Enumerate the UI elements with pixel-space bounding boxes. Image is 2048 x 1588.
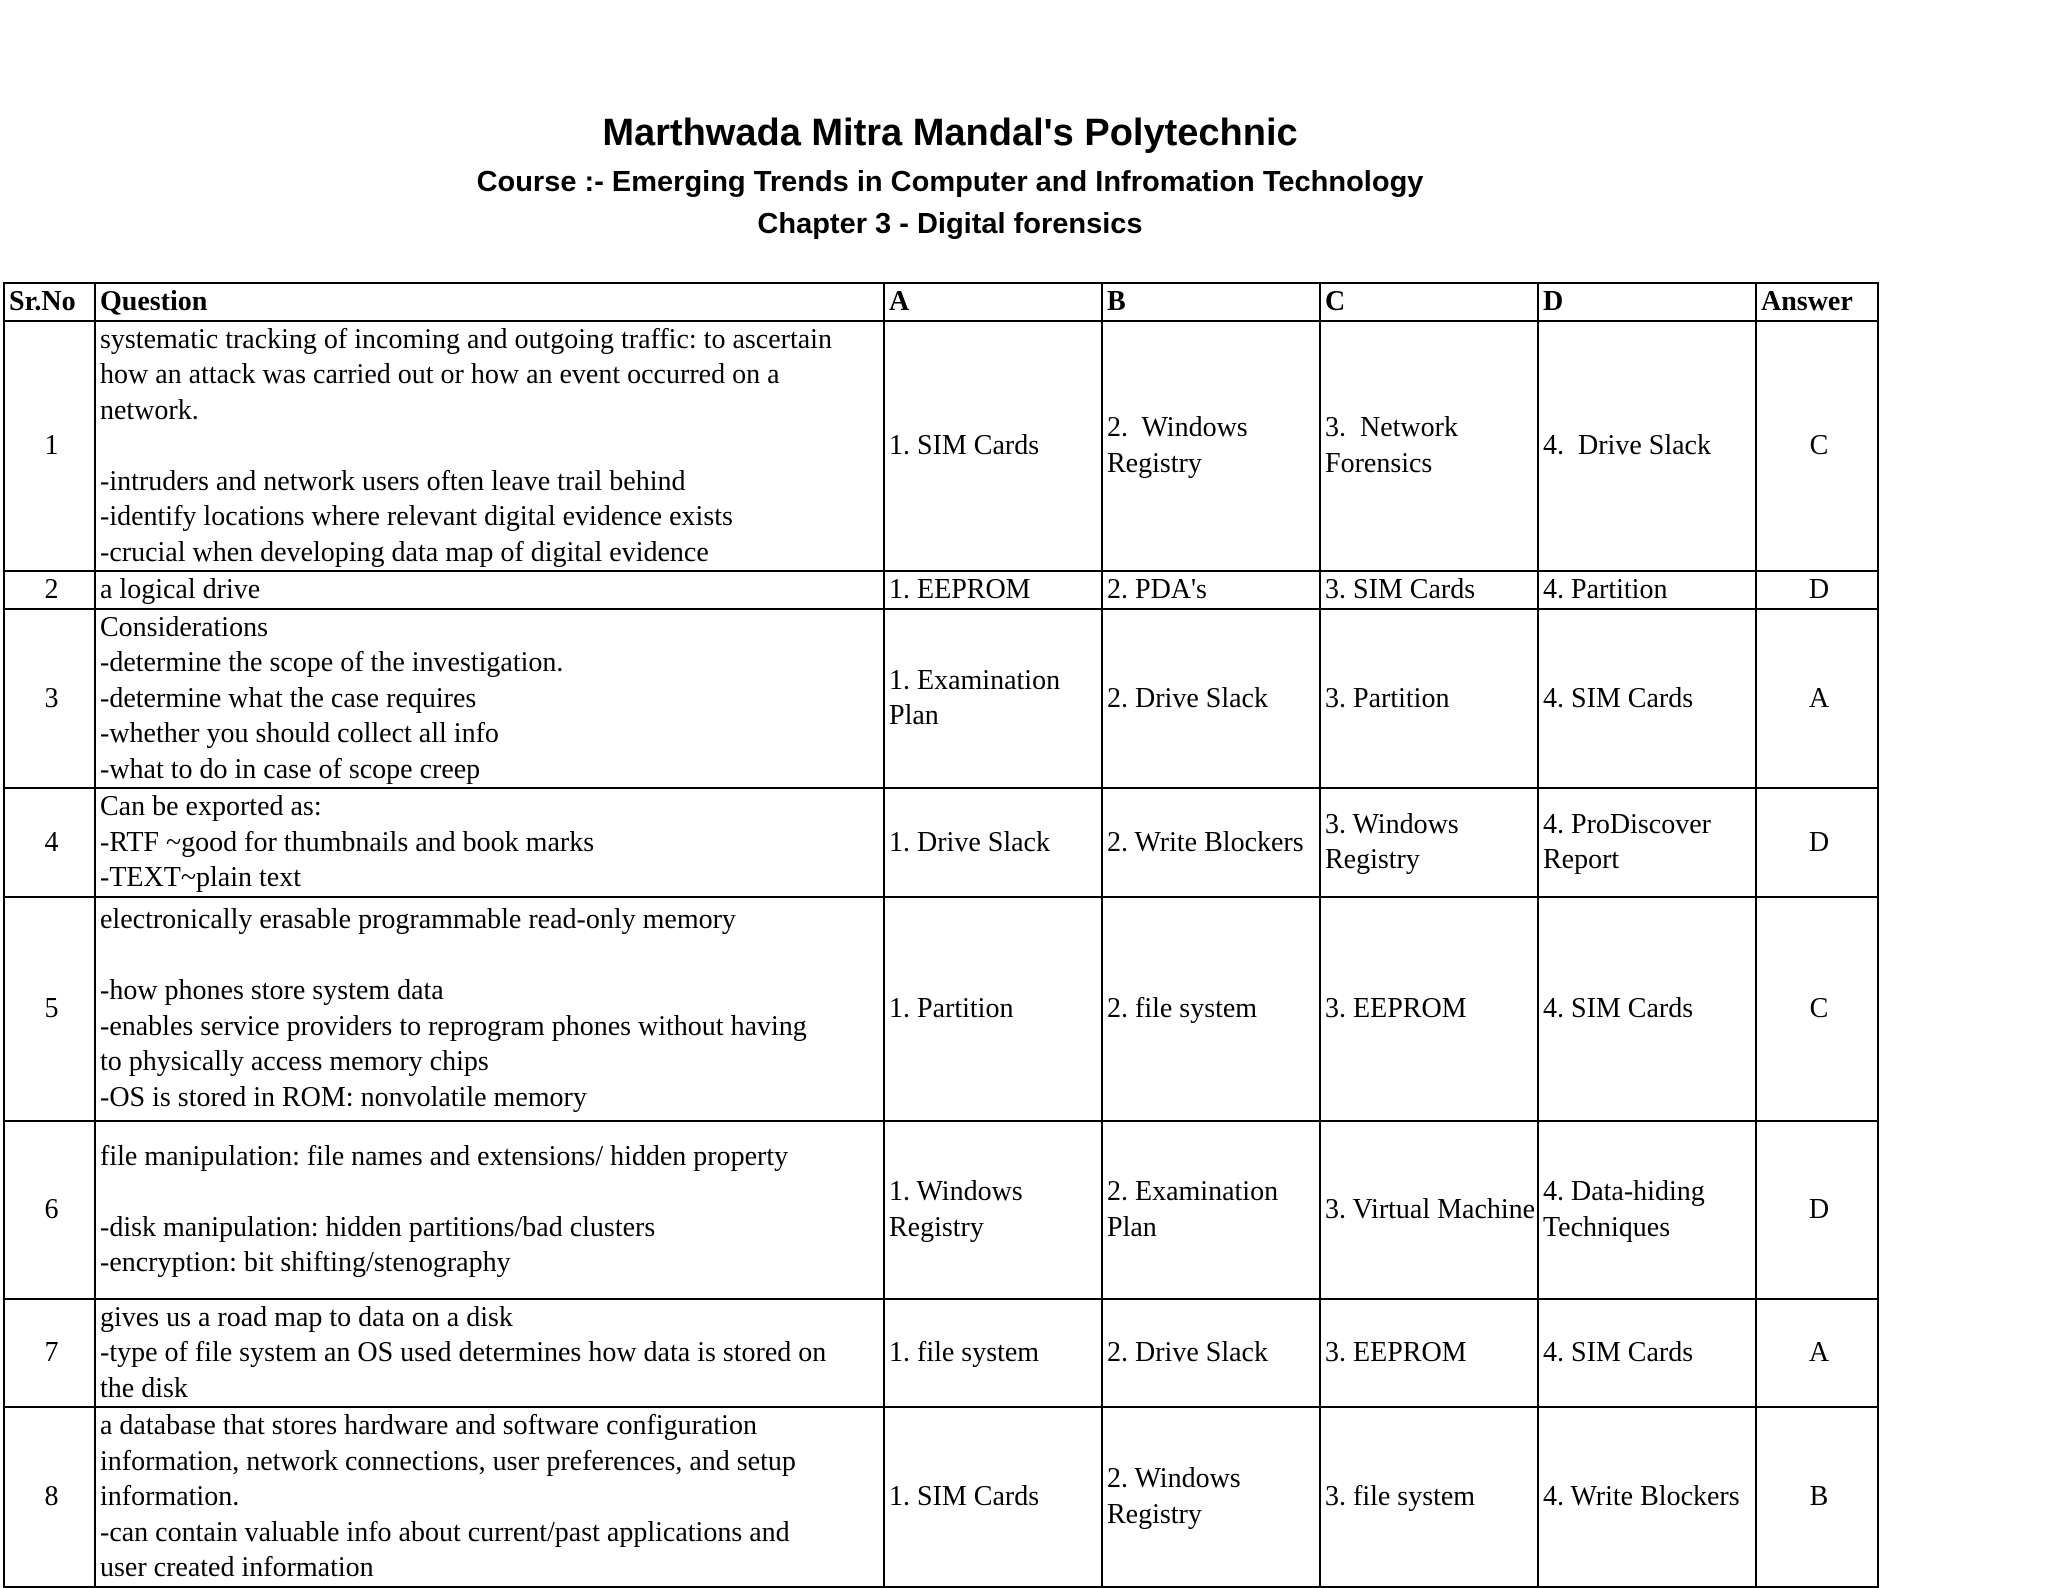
course-subtitle: Course :- Emerging Trends in Computer and Infromation Technology [476,166,1424,198]
table-row [4,788,1878,897]
row-number: 1 [4,321,95,572]
question-line: to physically access memory chips [100,1046,489,1077]
table-row [4,897,1878,1121]
option-b-cell: 2. file system [1102,897,1320,1121]
option-c-cell: 3. Network Forensics [1320,321,1538,572]
col-header-a: A [884,283,1102,321]
option-a-cell: 1. file system [884,1299,1102,1408]
table-header-row [4,283,1878,321]
answer-cell: C [1756,321,1878,572]
table-row [4,1121,1878,1299]
question-line: -RTF ~good for thumbnails and book marks [100,826,595,858]
question-line: Can be exported as: [100,791,322,822]
question-line: -OS is stored in ROM: nonvolatile memory [100,1081,587,1113]
option-a-cell: 1. EEPROM [884,571,1102,609]
question-line: a logical drive [100,574,261,605]
option-c-cell: 3. SIM Cards [1320,571,1538,609]
option-a-cell: 1. Drive Slack [884,788,1102,897]
option-c-cell: 3. Partition [1320,609,1538,789]
question-line: -determine what the case requires [100,682,477,714]
option-d-cell: 4. SIM Cards [1538,897,1756,1121]
option-a-cell: 1. SIM Cards [884,321,1102,572]
option-b-cell: 2. Drive Slack [1102,1299,1320,1408]
question-line: electronically erasable programmable read-only memory [100,904,736,935]
question-line: -crucial when developing data map of digital evidence [100,536,709,568]
question-cell [95,571,884,609]
table-row [4,321,1878,572]
option-b-cell: 2. Drive Slack [1102,609,1320,789]
answer-cell: B [1756,1407,1878,1587]
option-d-cell: 4. Data-hiding Techniques [1538,1121,1756,1299]
col-header-question: Question [95,283,884,321]
option-b-cell: 2. PDA's [1102,571,1320,609]
question-line: user created information [100,1552,374,1583]
table-row [4,609,1878,789]
question-line: -what to do in case of scope creep [100,753,481,785]
question-line: how an attack was carried out or how an event occurred on a [100,359,780,390]
question-cell [95,1407,884,1587]
question-line: -whether you should collect all info [100,718,499,749]
row-number: 5 [4,897,95,1121]
question-line: -encryption: bit shifting/stenography [100,1247,511,1278]
row-number: 2 [4,571,95,609]
question-line: gives us a road map to data on a disk [100,1301,513,1333]
option-b-cell: 2. Windows Registry [1102,321,1320,572]
answer-cell: A [1756,609,1878,789]
option-a-cell: 1. Partition [884,897,1102,1121]
question-cell [95,609,884,789]
col-header-c: C [1320,283,1538,321]
page-title: Marthwada Mitra Mandal's Polytechnic [602,112,1298,154]
answer-cell: D [1756,788,1878,897]
question-cell [95,788,884,897]
option-d-cell: 4. Write Blockers [1538,1407,1756,1587]
option-d-cell: 4. Drive Slack [1538,321,1756,572]
question-line: -disk manipulation: hidden partitions/bad clusters [100,1211,656,1243]
option-b-cell: 2. Windows Registry [1102,1407,1320,1587]
question-line: Considerations [100,611,268,643]
answer-cell: D [1756,1121,1878,1299]
question-cell [95,1299,884,1408]
option-c-cell: 3. Virtual Machine [1320,1121,1538,1299]
question-line [100,938,883,974]
table-row [4,1407,1878,1587]
question-line [100,428,883,464]
question-line: -intruders and network users often leave trail behind [100,465,686,497]
question-cell [95,1121,884,1299]
col-header-answer: Answer [1756,283,1878,321]
question-line: file manipulation: file names and extensions/ hidden property [100,1140,789,1172]
answer-cell: A [1756,1299,1878,1408]
question-line: the disk [100,1372,188,1404]
row-number: 6 [4,1121,95,1299]
question-cell [95,321,884,572]
answer-cell: D [1756,571,1878,609]
option-d-cell: 4. SIM Cards [1538,609,1756,789]
question-line: -type of file system an OS used determines how data is stored on [100,1337,827,1368]
question-line: information. [100,1481,240,1512]
option-d-cell: 4. ProDiscover Report [1538,788,1756,897]
option-c-cell: 3. Windows Registry [1320,788,1538,897]
option-d-cell: 4. SIM Cards [1538,1299,1756,1408]
option-c-cell: 3. EEPROM [1320,1299,1538,1408]
option-b-cell: 2. Examination Plan [1102,1121,1320,1299]
row-number: 8 [4,1407,95,1587]
option-a-cell: 1. Examination Plan [884,609,1102,789]
row-number: 4 [4,788,95,897]
question-line: -enables service providers to reprogram phones without having [100,1010,807,1042]
question-line: network. [100,394,199,426]
question-cell [95,897,884,1121]
row-number: 7 [4,1299,95,1408]
question-line [100,1174,883,1210]
option-d-cell: 4. Partition [1538,571,1756,609]
question-line: systematic tracking of incoming and outgoing traffic: to ascertain [100,323,832,355]
question-line: -identify locations where relevant digital evidence exists [100,501,733,532]
option-a-cell: 1. SIM Cards [884,1407,1102,1587]
question-line: a database that stores hardware and software configuration [100,1410,757,1441]
table-row [4,571,1878,609]
question-line: information, network connections, user preferences, and setup [100,1445,796,1477]
col-header-d: D [1538,283,1756,321]
option-b-cell: 2. Write Blockers [1102,788,1320,897]
row-number: 3 [4,609,95,789]
question-line: -can contain valuable info about current/past applications and [100,1516,790,1548]
option-a-cell: 1. Windows Registry [884,1121,1102,1299]
question-line: -how phones store system data [100,975,444,1006]
option-c-cell: 3. EEPROM [1320,897,1538,1121]
mcq-table [3,282,1879,1588]
col-header-b: B [1102,283,1320,321]
table-row [4,1299,1878,1408]
option-c-cell: 3. file system [1320,1407,1538,1587]
question-line: -determine the scope of the investigation. [100,647,564,678]
answer-cell: C [1756,897,1878,1121]
col-header-srno: Sr.No [4,283,95,321]
question-line: -TEXT~plain text [100,862,301,893]
chapter-heading: Chapter 3 - Digital forensics [757,208,1143,240]
